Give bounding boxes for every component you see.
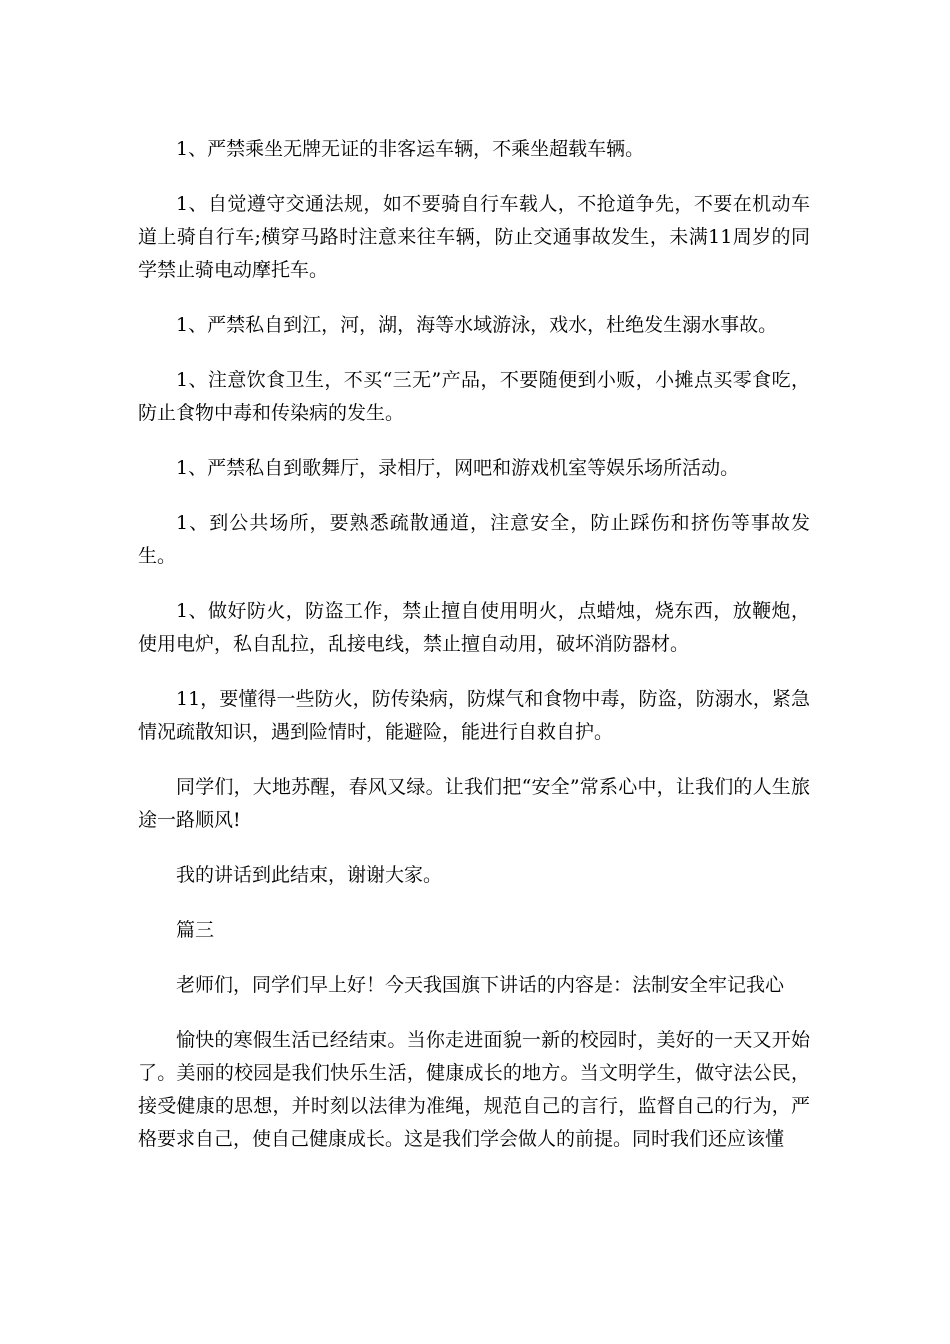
document-body: [138, 133, 810, 1178]
paragraph-no-unlicensed-vehicles: 1、严禁乘坐无牌无证的非客运车辆，不乘坐超载车辆。: [176, 138, 645, 160]
paragraph-food-hygiene: 1、注意饮食卫生，不买“三无”产品，不要随便到小贩，小摊点买零食吃，防止食物中毒和传染病的发生。: [138, 369, 810, 424]
paragraph-safety-knowledge: 11，要懂得一些防火，防传染病，防煤气和食物中毒，防盗，防溺水，紧急情况疏散知识，遇到险情时，能避险，能进行自救自护。: [138, 688, 810, 743]
paragraph-fire-safety: 1、做好防火，防盗工作，禁止擅自使用明火，点蜡烛，烧东西，放鞭炮，使用电炉，私自乱拉，乱接电线，禁止擅自动用，破坏消防器材。: [138, 600, 810, 655]
paragraph-public-places: 1、到公共场所，要熟悉疏散通道，注意安全，防止踩伤和挤伤等事故发生。: [138, 512, 810, 567]
paragraph-closing-appeal: 同学们，大地苏醒，春风又绿。让我们把“安全”常系心中，让我们的人生旅途一路顺风!: [138, 776, 810, 831]
paragraph-entertainment-venues: 1、严禁私自到歌舞厅，录相厅，网吧和游戏机室等娱乐场所活动。: [176, 457, 740, 479]
paragraph-no-swimming: 1、严禁私自到江，河，湖，海等水域游泳，戏水，杜绝发生溺水事故。: [176, 314, 778, 336]
paragraph-traffic-rules: 1、自觉遵守交通法规，如不要骑自行车载人，不抢道争先，不要在机动车道上骑自行车;横穿马路时注意来往车辆，防止交通事故发生，未满11周岁的同学禁止骑电动摩托车。: [138, 193, 810, 281]
paragraph-thanks: 我的讲话到此结束，谢谢大家。: [176, 864, 443, 886]
section-heading: 篇三: [176, 919, 215, 941]
paragraph-school-life: 愉快的寒假生活已经结束。当你走进面貌一新的校园时，美好的一天又开始了。美丽的校园是我们快乐生活，健康成长的地方。当文明学生，做守法公民，接受健康的思想，并时刻以法律为准绳，规范自己的言行，监督自己的行为，严格要求自己，使自己健康成长。这是我们学会做人的前提。同时我们还应该懂: [138, 1029, 810, 1150]
paragraph-greeting: 老师们，同学们早上好！今天我国旗下讲话的内容是：法制安全牢记我心: [176, 974, 785, 996]
